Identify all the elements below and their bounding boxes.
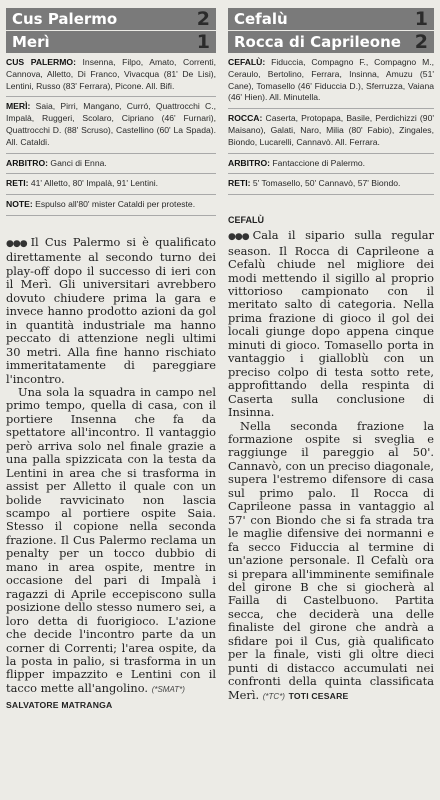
referee-info: ARBITRO: Ganci di Enna. — [6, 154, 216, 175]
goals-info: RETI: 5' Tomasello, 50' Cannavò, 57' Biondo. — [228, 174, 434, 195]
team-name: Cus Palermo — [12, 10, 118, 28]
referee-info: ARBITRO: Fantaccione di Palermo. — [228, 154, 434, 175]
dateline: CEFALÙ — [228, 215, 264, 226]
article-body — [228, 229, 434, 703]
team-score: 1 — [196, 31, 210, 53]
notes-info: NOTE: Espulso all'80' mister Cataldi per proteste. — [6, 195, 216, 216]
three-dots-icon: ●●● — [6, 238, 27, 249]
lineup-away: MERÌ: Saia, Pirri, Mangano, Curró, Quattrocchi C., Impalà, Ruggeri, Scolaro, Cipriano (46' Furnari), Quattrocchi D. (88' Scruso), Castellino (60' La Spada). All. Cataldi. — [6, 97, 216, 153]
left-article-column — [6, 8, 216, 713]
right-article-column — [228, 8, 434, 703]
scorebar-home — [6, 8, 216, 30]
scorebar-away — [228, 31, 434, 53]
lineup-home: CUS PALERMO: Insenna, Filpo, Amato, Correnti, Cannova, Alletto, Di Franco, Vivacqua (81' De Lisi), Lentini, Russo (83' Ferrara), Picone. All. Bifi. — [6, 53, 216, 97]
paragraph: ●●● Cala il sipario sulla regular season. Il Rocca di Caprileone a Cefalù chiude nel migliore dei modi mettendo il sigillo al proprio vittorioso campionato con il meritato salto di categoria. Nella prima frazione di gioco il gol dei locali giunge dopo appena cinque minuti di gioco. Tomasello porta in vantaggio i gialloblù con un preciso colpo di testa sotto rete, approfittando della respinta di Caserta sulla conclusione di Insinna. — [228, 228, 434, 420]
three-dots-icon: ●●● — [228, 232, 249, 243]
team-score: 2 — [196, 8, 210, 30]
author-initials: (*TC*) — [262, 691, 285, 701]
scorebar-away — [6, 31, 216, 53]
paragraph: ●●● Il Cus Palermo si è qualificato direttamente al secondo turno dei play-off dopo il successo di ieri con il Merì. Gli universitari avrebbero dovuto chiudere prima la gara e invece hanno prodotto azioni da gol in quantità industriale ma hanno peccato di attenzione negli ultimi 30 metri. Alla fine hanno rischiato immeritatamente di pareggiare l'incontro. — [6, 234, 216, 386]
team-name: Rocca di Caprileone — [234, 33, 401, 51]
team-name: Cefalù — [234, 10, 288, 28]
lineup-home: CEFALÙ: Fiduccia, Compagno F., Compagno M., Ceraulo, Bertolino, Ferrara, Insinna, Amuzu (51' Cane), Tomasello (46' Fiduccia D.), Sferruzza, Vaiana (46' Hien). All. Minutella. — [228, 53, 434, 109]
author-byline: TOTI CESARE — [288, 690, 349, 701]
team-score: 1 — [414, 8, 428, 30]
paragraph: Una sola la squadra in campo nel primo tempo, quella di casa, con il portiere Insenna che fa da spettatore all'incontro. Il vantaggio però arriva solo nel finale grazie a una palla spizzicata con la testa da Lentini in area che si trasforma in assist per Alletto il quale con un bolide ravvicinato non lascia scampo al portiere ospite Saia. Stesso il copione nella seconda frazione. Il Cus Palermo reclama un penalty per un tocco dubbio di mano in area ospite, mentre in occasione del pari di Impalà i ragazzi di Aprile eccepiscono sulla posizione dello stesso numero sei, a loro detta di fuorigioco. L'azione che decide l'incontro parte da un corner di Correnti; l'area ospite, da la posta in palio, si trasforma in un flipper impazzito e Lentini con il tacco mette all'angolino. (*SMAT*) — [6, 384, 216, 695]
author-initials: (*SMAT*) — [151, 684, 185, 694]
paragraph: Nella seconda frazione la formazione ospite si sveglia e raggiunge il pareggio al 50'. Cannavò, con un preciso diagonale, supera l'estremo difensore di casa sul primo palo. Il Rocca di Caprileone passa in vantaggio al 57' con Biondo che si fa strada tra le maglie difensive dei normanni e fa secco Fiduccia al termine di un'azione personale. Il Cefalù ora si prepara all'imminente semifinale del girone B che si giocherà al Failla di Castelbuono. Partita secca, che deciderà una delle finaliste del girone che andrà a sfidare poi il Cus, già qualificato per la finale, visti gli oltre dieci punti di distacco accumulati nei confronti della quinta classificata Merì. (*TC*) TOTI CESARE — [228, 418, 434, 702]
author-byline: SALVATORE MATRANGA — [6, 700, 113, 711]
lineup-away: ROCCA: Caserta, Protopapa, Basile, Perdichizzi (90' Maisano), Galati, Naro, Milia (80' Fabio), Zingales, Biondo, Lucarelli, Cannavò. All. Ferrara. — [228, 109, 434, 153]
team-name: Merì — [12, 33, 50, 51]
goals-info: RETI: 41' Alletto, 80' Impalà, 91' Lentini. — [6, 174, 216, 195]
article-body — [6, 236, 216, 713]
scorebar-home — [228, 8, 434, 30]
team-score: 2 — [414, 31, 428, 53]
